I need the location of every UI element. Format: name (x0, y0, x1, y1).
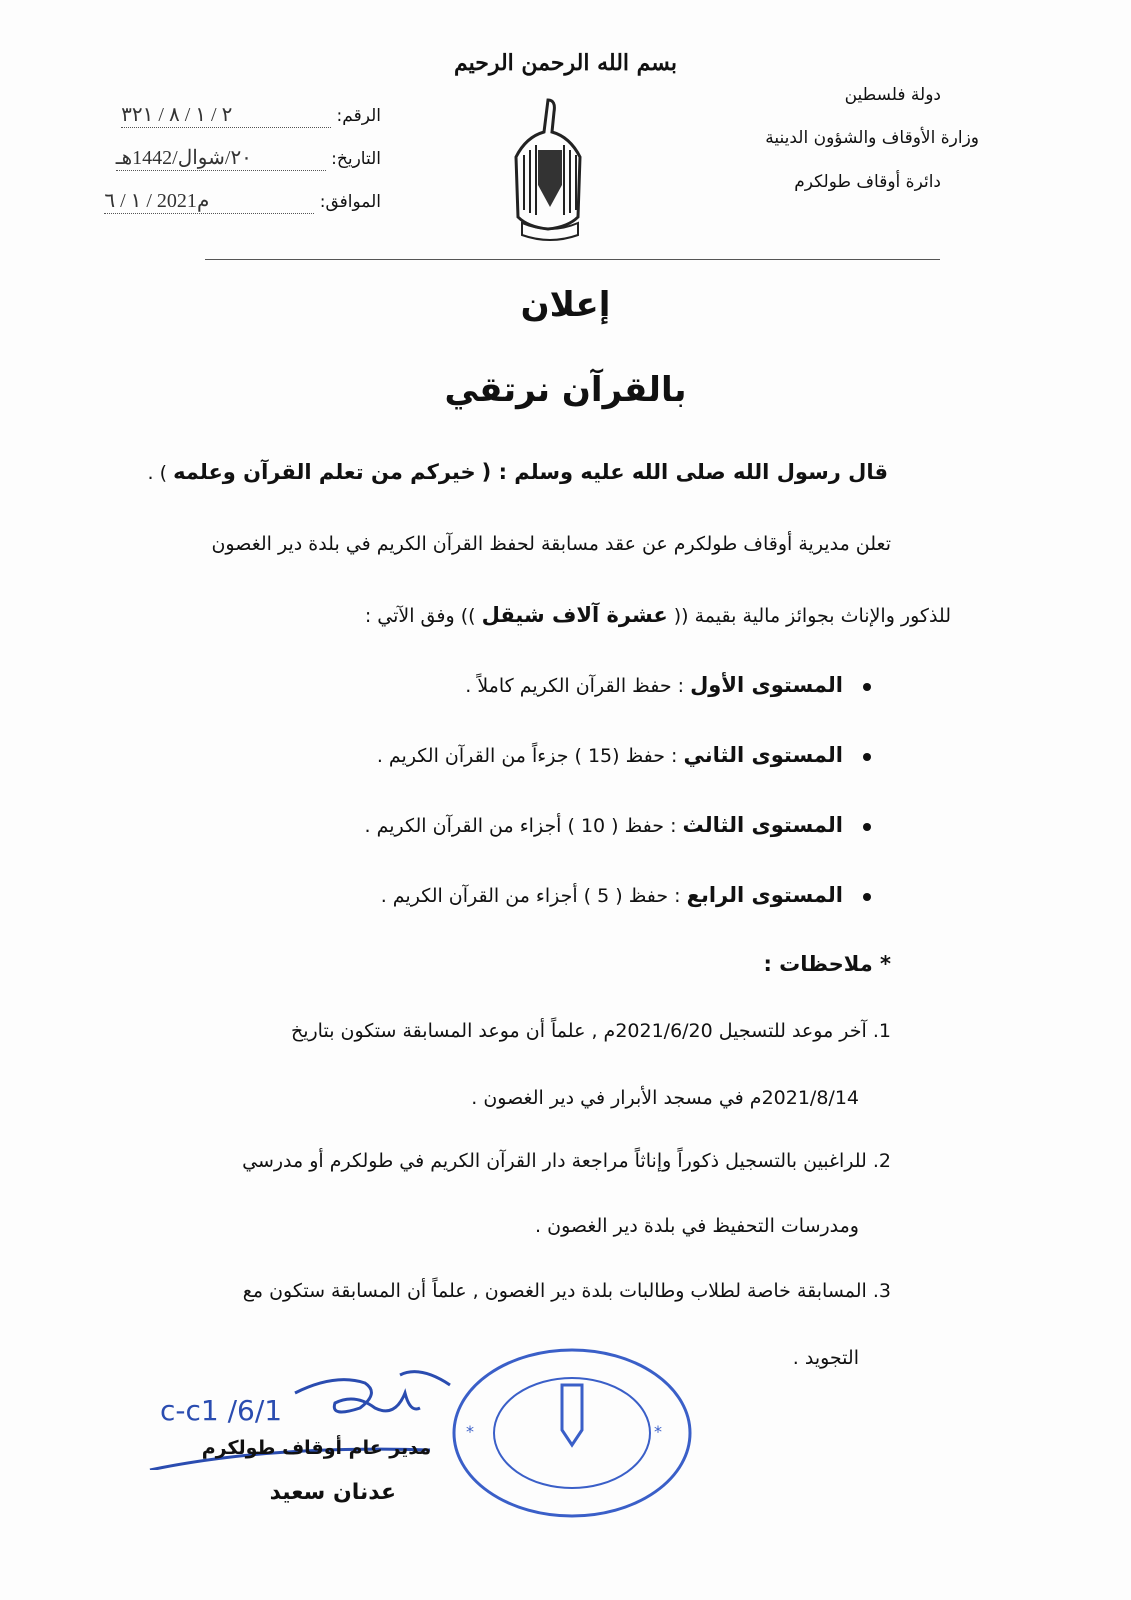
basmala: بسم الله الرحمن الرحيم (453, 50, 678, 76)
svg-text:*: * (466, 1422, 474, 1441)
hadith-quote: خيركم من تعلم القرآن وعلمه (173, 460, 476, 484)
level-desc: : حفظ ( 5 ) أجزاء من القرآن الكريم . (380, 885, 681, 907)
org-directorate: دائرة أوقاف طولكرم (794, 172, 941, 192)
ref-value: ٢ / ١ / ٨ / ٣٢١ (121, 102, 331, 128)
bullet-icon (863, 893, 871, 901)
level-name: المستوى الرابع (686, 883, 843, 907)
level-name: المستوى الثالث (682, 813, 843, 837)
handwritten-date: c-c1 /6/1 (160, 1394, 283, 1427)
greg-label: الموافق: (319, 192, 381, 212)
hijri-date (116, 145, 381, 171)
gregorian-date (104, 188, 381, 214)
level-desc: : حفظ ( 10 ) أجزاء من القرآن الكريم . (364, 815, 677, 837)
level-desc: : حفظ (15 ) جزءاً من القرآن الكريم . (376, 745, 678, 767)
prize-amount: عشرة آلاف شيقل (481, 603, 668, 627)
intro-pre: للذكور والإناث بجوائز مالية بقيمة (( (673, 605, 951, 627)
note-2-line-2: ومدرسات التحفيظ في بلدة دير الغصون . (535, 1215, 859, 1237)
note-2-line-1: 2. للراغبين بالتسجيل ذكوراً وإناثاً مراجعة دار القرآن الكريم في طولكرم أو مدرسي (242, 1150, 891, 1172)
header-divider (205, 259, 940, 260)
level-name: المستوى الأول (690, 673, 843, 697)
page-subtitle: بالقرآن نرتقي (444, 370, 687, 410)
intro-post: )) وفق الآتي : (364, 605, 476, 627)
org-ministry: وزارة الأوقاف والشؤون الدينية (765, 128, 979, 148)
greg-value: ١ / ٦ / 2021م (104, 188, 314, 214)
bullet-icon (863, 753, 871, 761)
bullet-icon (863, 683, 871, 691)
bullet-icon (863, 823, 871, 831)
hadith-suffix: ) . (147, 462, 168, 484)
level-desc: : حفظ القرآن الكريم كاملاً . (465, 675, 685, 697)
level-item (365, 813, 871, 837)
level-item (377, 743, 871, 767)
ref-number (121, 102, 381, 128)
signatory-role: مدير عام أوقاف طولكرم (201, 1437, 431, 1459)
official-stamp-icon (450, 1345, 695, 1520)
notes-heading: * ملاحظات : (763, 952, 891, 976)
hadith-prefix: قال رسول الله صلى الله عليه وسلم : ( (481, 460, 888, 484)
page-title: إعلان (520, 285, 611, 325)
date-value: ٢٠/شوال/1442هـ (116, 145, 326, 171)
ref-label: الرقم: (336, 106, 381, 126)
date-label: التاريخ: (331, 149, 381, 169)
note-3-line-1: 3. المسابقة خاصة لطلاب وطالبات بلدة دير الغصون , علماً أن المسابقة ستكون مع (242, 1280, 891, 1302)
eagle-emblem-icon (510, 95, 590, 245)
level-item (381, 883, 871, 907)
svg-text:*: * (654, 1422, 662, 1441)
note-3-line-2: التجويد . (792, 1347, 859, 1369)
hadith (148, 460, 888, 484)
level-name: المستوى الثاني (683, 743, 843, 767)
signatory-name: عدنان سعيد (269, 1480, 396, 1505)
org-state: دولة فلسطين (844, 85, 941, 105)
note-1-line-1: 1. آخر موعد للتسجيل 2021/6/20م , علماً أن موعد المسابقة ستكون بتاريخ (290, 1020, 891, 1042)
intro-line-2 (365, 603, 951, 627)
note-1-line-2: 2021/8/14م في مسجد الأبرار في دير الغصون . (471, 1087, 859, 1109)
intro-line-1: تعلن مديرية أوقاف طولكرم عن عقد مسابقة لحفظ القرآن الكريم في بلدة دير الغصون (211, 533, 891, 555)
level-item (465, 673, 871, 697)
